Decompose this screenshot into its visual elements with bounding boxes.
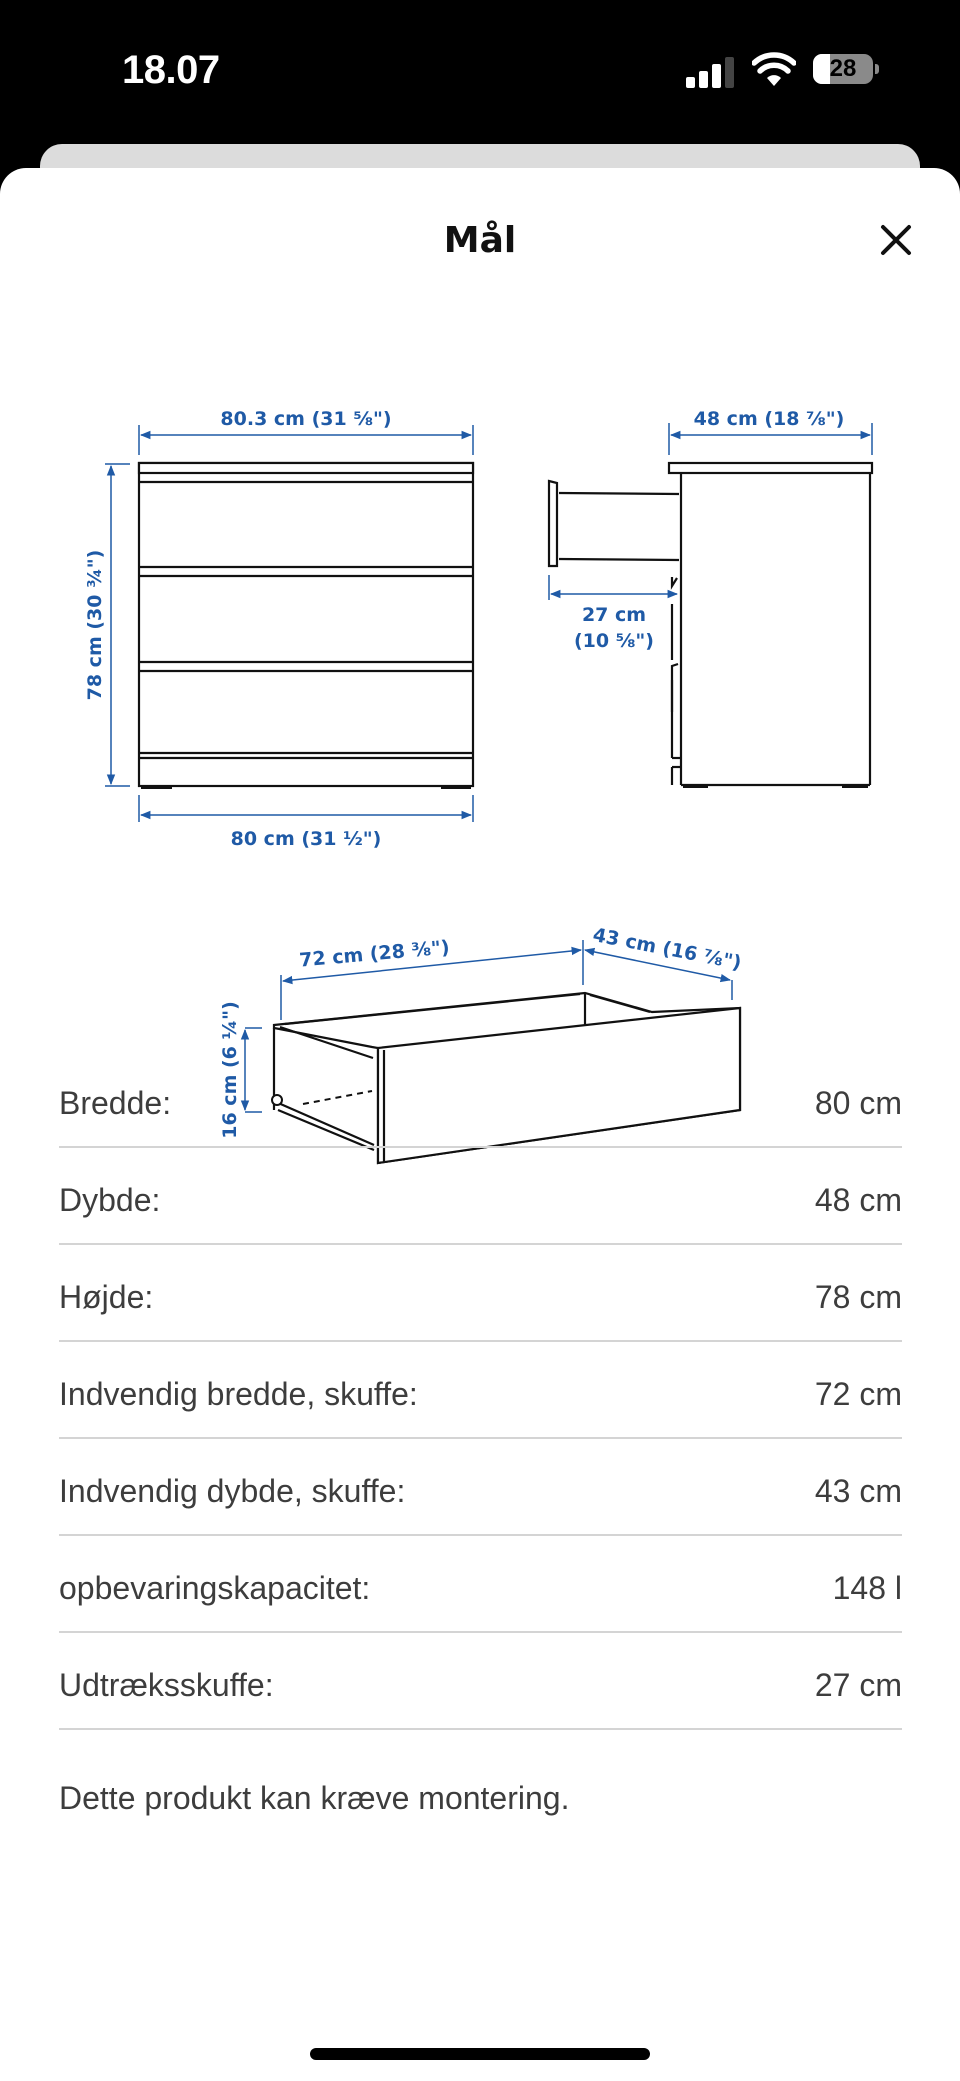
spec-label: opbevaringskapacitet: <box>59 1570 371 1606</box>
status-time: 18.07 <box>122 48 220 92</box>
svg-text:80.3 cm (31 ⅝"): 80.3 cm (31 ⅝") <box>220 408 392 430</box>
spec-row-inner-width <box>59 1342 902 1439</box>
spec-value: 72 cm <box>814 1376 902 1412</box>
spec-row-capacity <box>59 1536 902 1633</box>
home-indicator[interactable] <box>310 2048 650 2060</box>
spec-label: Indvendig bredde, skuffe: <box>59 1376 418 1412</box>
svg-text:43 cm (16 ⅞"): 43 cm (16 ⅞") <box>591 923 744 975</box>
spec-row-inner-depth <box>59 1439 902 1536</box>
spec-label: Bredde: <box>59 1085 172 1121</box>
spec-label: Udtræksskuffe: <box>59 1667 274 1703</box>
sheet-title: Mål <box>443 220 517 261</box>
spec-row-dybde <box>59 1148 902 1245</box>
spec-label: Dybde: <box>59 1182 161 1218</box>
svg-text:16 cm (6 ¼"): 16 cm (6 ¼") <box>219 1001 241 1139</box>
spec-value: 27 cm <box>814 1667 902 1703</box>
svg-text:(10 ⅝"): (10 ⅝") <box>574 630 654 652</box>
spec-label: Indvendig dybde, skuffe: <box>59 1473 406 1509</box>
svg-text:80 cm (31 ½"): 80 cm (31 ½") <box>230 828 382 850</box>
spec-row-bredde <box>59 1051 902 1148</box>
spec-value: 148 l <box>832 1570 902 1606</box>
spec-value: 43 cm <box>814 1473 902 1509</box>
spec-value: 78 cm <box>814 1279 902 1315</box>
specs-table <box>59 1051 902 1730</box>
svg-text:72 cm (28 ⅜"): 72 cm (28 ⅜") <box>298 936 451 972</box>
svg-text:27 cm: 27 cm <box>581 604 647 626</box>
spec-row-hojde <box>59 1245 902 1342</box>
spec-value: 80 cm <box>814 1085 902 1121</box>
front-view-diagram <box>84 408 473 850</box>
spec-value: 48 cm <box>814 1182 902 1218</box>
svg-text:78 cm (30 ¾"): 78 cm (30 ¾") <box>84 549 106 701</box>
spec-label: Højde: <box>59 1279 154 1315</box>
svg-text:48 cm (18 ⅞"): 48 cm (18 ⅞") <box>693 408 845 430</box>
side-view-diagram <box>549 408 872 786</box>
spec-row-drawer-extension <box>59 1633 902 1730</box>
assembly-note: Dette produkt kan kræve montering. <box>59 1780 570 1816</box>
battery-percent: 28 <box>829 55 857 82</box>
